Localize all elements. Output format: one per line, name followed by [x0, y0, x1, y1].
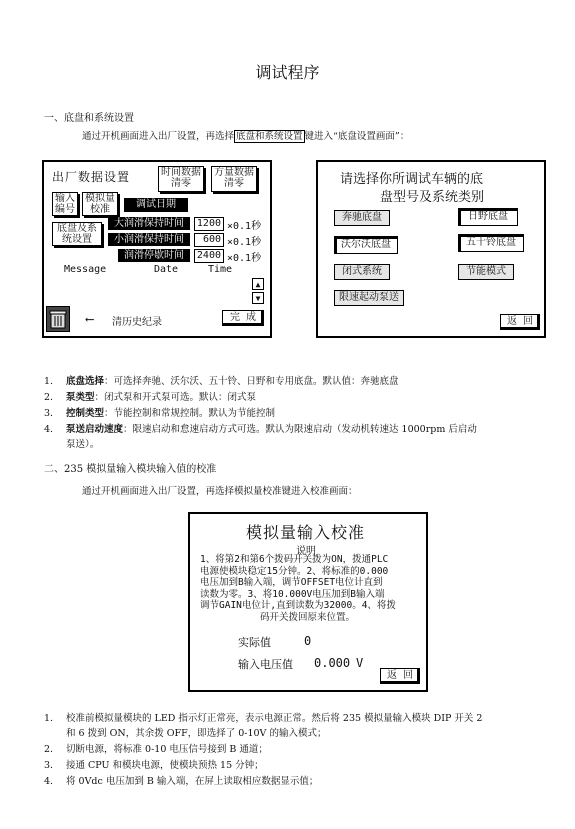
time-column-header: Time	[208, 264, 233, 275]
list-item-number: 4.	[44, 776, 54, 787]
debug-date-button[interactable]: 调试日期	[124, 198, 188, 212]
list-item-continuation: 泵送）。	[66, 439, 100, 450]
list-item-text: 接通 CPU 和模块电源，使模块预热 15 分钟；	[66, 760, 264, 771]
clear-time-data-button[interactable]: 时间数据 清零	[158, 166, 204, 192]
message-column-header: Message	[64, 264, 107, 275]
section1-intro-boxed: 底盘和系统设置	[236, 131, 303, 142]
section1-intro-post: 键进入“底盘设置画面”：	[304, 131, 410, 142]
list-item-number: 1.	[44, 713, 54, 724]
section1-intro	[82, 128, 409, 142]
input-voltage-value: 0.000	[314, 656, 351, 670]
back-button[interactable]: 返 回	[500, 314, 540, 330]
big-lube-hold-value[interactable]: 1200	[194, 217, 224, 231]
list-item	[44, 711, 544, 726]
calibration-screen-title: 模拟量输入校准	[246, 523, 366, 542]
clear-volume-data-button[interactable]: 方量数据 清零	[211, 166, 257, 192]
calibration-instructions	[200, 554, 396, 623]
analog-calibration-button[interactable]: 模拟量 校准	[82, 192, 118, 216]
scroll-up-icon[interactable]: ▲	[252, 278, 264, 290]
instruction-line: 调节GAIN电位计,直到读数为32000。4、将拨	[200, 600, 396, 611]
small-lube-hold-label: 小润滑保持时间	[108, 233, 190, 246]
volvo-chassis-button[interactable]: 沃尔沃底盘	[334, 236, 398, 254]
input-voltage-label: 输入电压值	[238, 658, 293, 671]
factory-settings-screen	[42, 160, 272, 338]
closed-system-button[interactable]: 闭式系统	[334, 264, 390, 280]
chassis-system-settings-button[interactable]: 底盘及系 统设置	[52, 222, 102, 246]
small-lube-unit: ×0.1秒	[227, 237, 262, 248]
limited-speed-start-button[interactable]: 限速起动泵送	[334, 290, 404, 306]
list-item-text: ：可选择奔驰、沃尔沃、五十铃、日野和专用底盘。默认值：奔驰底盘	[104, 376, 399, 387]
list-item-text: ：节能控制和常规控制。默认为节能控制	[104, 408, 276, 419]
small-lube-hold-value[interactable]: 600	[194, 233, 224, 247]
chassis-screen-title-line2: 盘型号及系统类别	[380, 190, 485, 205]
isuzu-chassis-button[interactable]: 五十铃底盘	[458, 234, 524, 252]
benz-chassis-button[interactable]: 奔驰底盘	[334, 210, 390, 226]
list-item	[44, 758, 544, 773]
list-item-number: 1.	[44, 376, 54, 387]
section1-heading: 一、底盘和系统设置	[44, 113, 134, 124]
section2-heading: 二、235 模拟量输入模块输入值的校准	[44, 464, 217, 475]
list-item	[44, 774, 544, 789]
actual-value: 0	[304, 634, 312, 648]
energy-saving-mode-button[interactable]: 节能模式	[458, 264, 514, 280]
factory-screen-title: 出厂数据设置	[52, 170, 131, 184]
list-item-number: 3.	[44, 408, 54, 419]
date-column-header: Date	[154, 264, 179, 275]
clear-history-label: 清历史纪录	[112, 317, 162, 328]
scroll-down-icon[interactable]: ▼	[252, 292, 264, 304]
instruction-line: 1、将第2和第6个拨码开关拨为ON，拨通PLC	[200, 554, 389, 565]
chassis-screen-title-line1: 请选择你所调试车辆的底	[340, 172, 484, 187]
list-item-term: 控制类型	[66, 408, 105, 419]
list-item-text: 将 0Vdc 电压加到 B 输入端，在屏上读取相应数据显示值；	[66, 776, 319, 787]
actual-value-label: 实际值	[238, 636, 271, 649]
calibration-back-button[interactable]: 返 回	[380, 668, 420, 684]
big-lube-hold-label: 大润滑保持时间	[108, 217, 190, 230]
list-item	[44, 374, 544, 389]
list-item-text: ：闭式泵和开式泵可选。默认：闭式泵	[94, 392, 257, 403]
done-button[interactable]: 完 成	[222, 310, 264, 326]
calibration-instructions-heading: 说明	[296, 546, 316, 557]
lube-pause-unit: ×0.1秒	[227, 253, 262, 264]
list-item-continuation: 和 6 拨到 ON，其余拨 OFF，即选择了 0-10V 的输入模式；	[66, 728, 327, 739]
list-item-text: 校准前模拟量模块的 LED 指示灯正常亮，表示电源正常。然后将 235 模拟量输入模块 DIP 开关 2	[66, 713, 483, 724]
trash-bin-icon[interactable]	[46, 306, 70, 332]
list-item-number: 2.	[44, 744, 54, 755]
list-item	[44, 406, 544, 421]
chassis-selection-screen	[316, 160, 546, 338]
lube-pause-label: 润滑停歇时间	[118, 249, 190, 262]
instruction-line: 读数为零。3、将10.000V电压加到B输入端	[200, 588, 385, 600]
list-item-number: 4.	[44, 424, 54, 435]
left-arrow-icon: ⟵	[86, 312, 94, 326]
list-item	[44, 742, 544, 757]
input-number-button[interactable]: 输入 编号	[52, 192, 78, 216]
list-item-term: 泵类型	[66, 392, 95, 403]
section2-intro: 通过开机画面进入出厂设置，再选择模拟量校准键进入校准画面：	[82, 486, 358, 497]
list-item	[44, 390, 544, 405]
list-item-text: ：限速启动和怠速启动方式可选。默认为限速启动（发动机转速达 1000rpm 后启动	[123, 424, 477, 435]
trash-bin-graphic	[47, 307, 69, 331]
instruction-line: 电压加到B输入端，调节OFFSET电位计直到	[200, 577, 383, 588]
big-lube-unit: ×0.1秒	[227, 221, 262, 232]
list-item-term: 底盘选择	[66, 376, 105, 387]
section1-intro-pre: 通过开机画面进入出厂设置，再选择	[82, 131, 235, 142]
input-voltage-unit: V	[356, 656, 364, 670]
list-item	[44, 422, 544, 437]
list-item-number: 2.	[44, 392, 54, 403]
instruction-line: 码开关拨回原来位置。	[260, 611, 356, 623]
hino-chassis-button[interactable]: 日野底盘	[458, 208, 518, 226]
analog-calibration-screen	[188, 512, 428, 692]
instruction-line: 电源使模块稳定15分钟。2、将标准的0.000	[200, 565, 389, 577]
list-item-term: 泵送启动速度	[66, 424, 124, 435]
list-item-number: 3.	[44, 760, 54, 771]
lube-pause-value[interactable]: 2400	[194, 249, 224, 263]
document-title: 调试程序	[255, 63, 320, 82]
list-item-text: 切断电源，将标准 0-10 电压信号接到 B 通道；	[66, 744, 268, 755]
